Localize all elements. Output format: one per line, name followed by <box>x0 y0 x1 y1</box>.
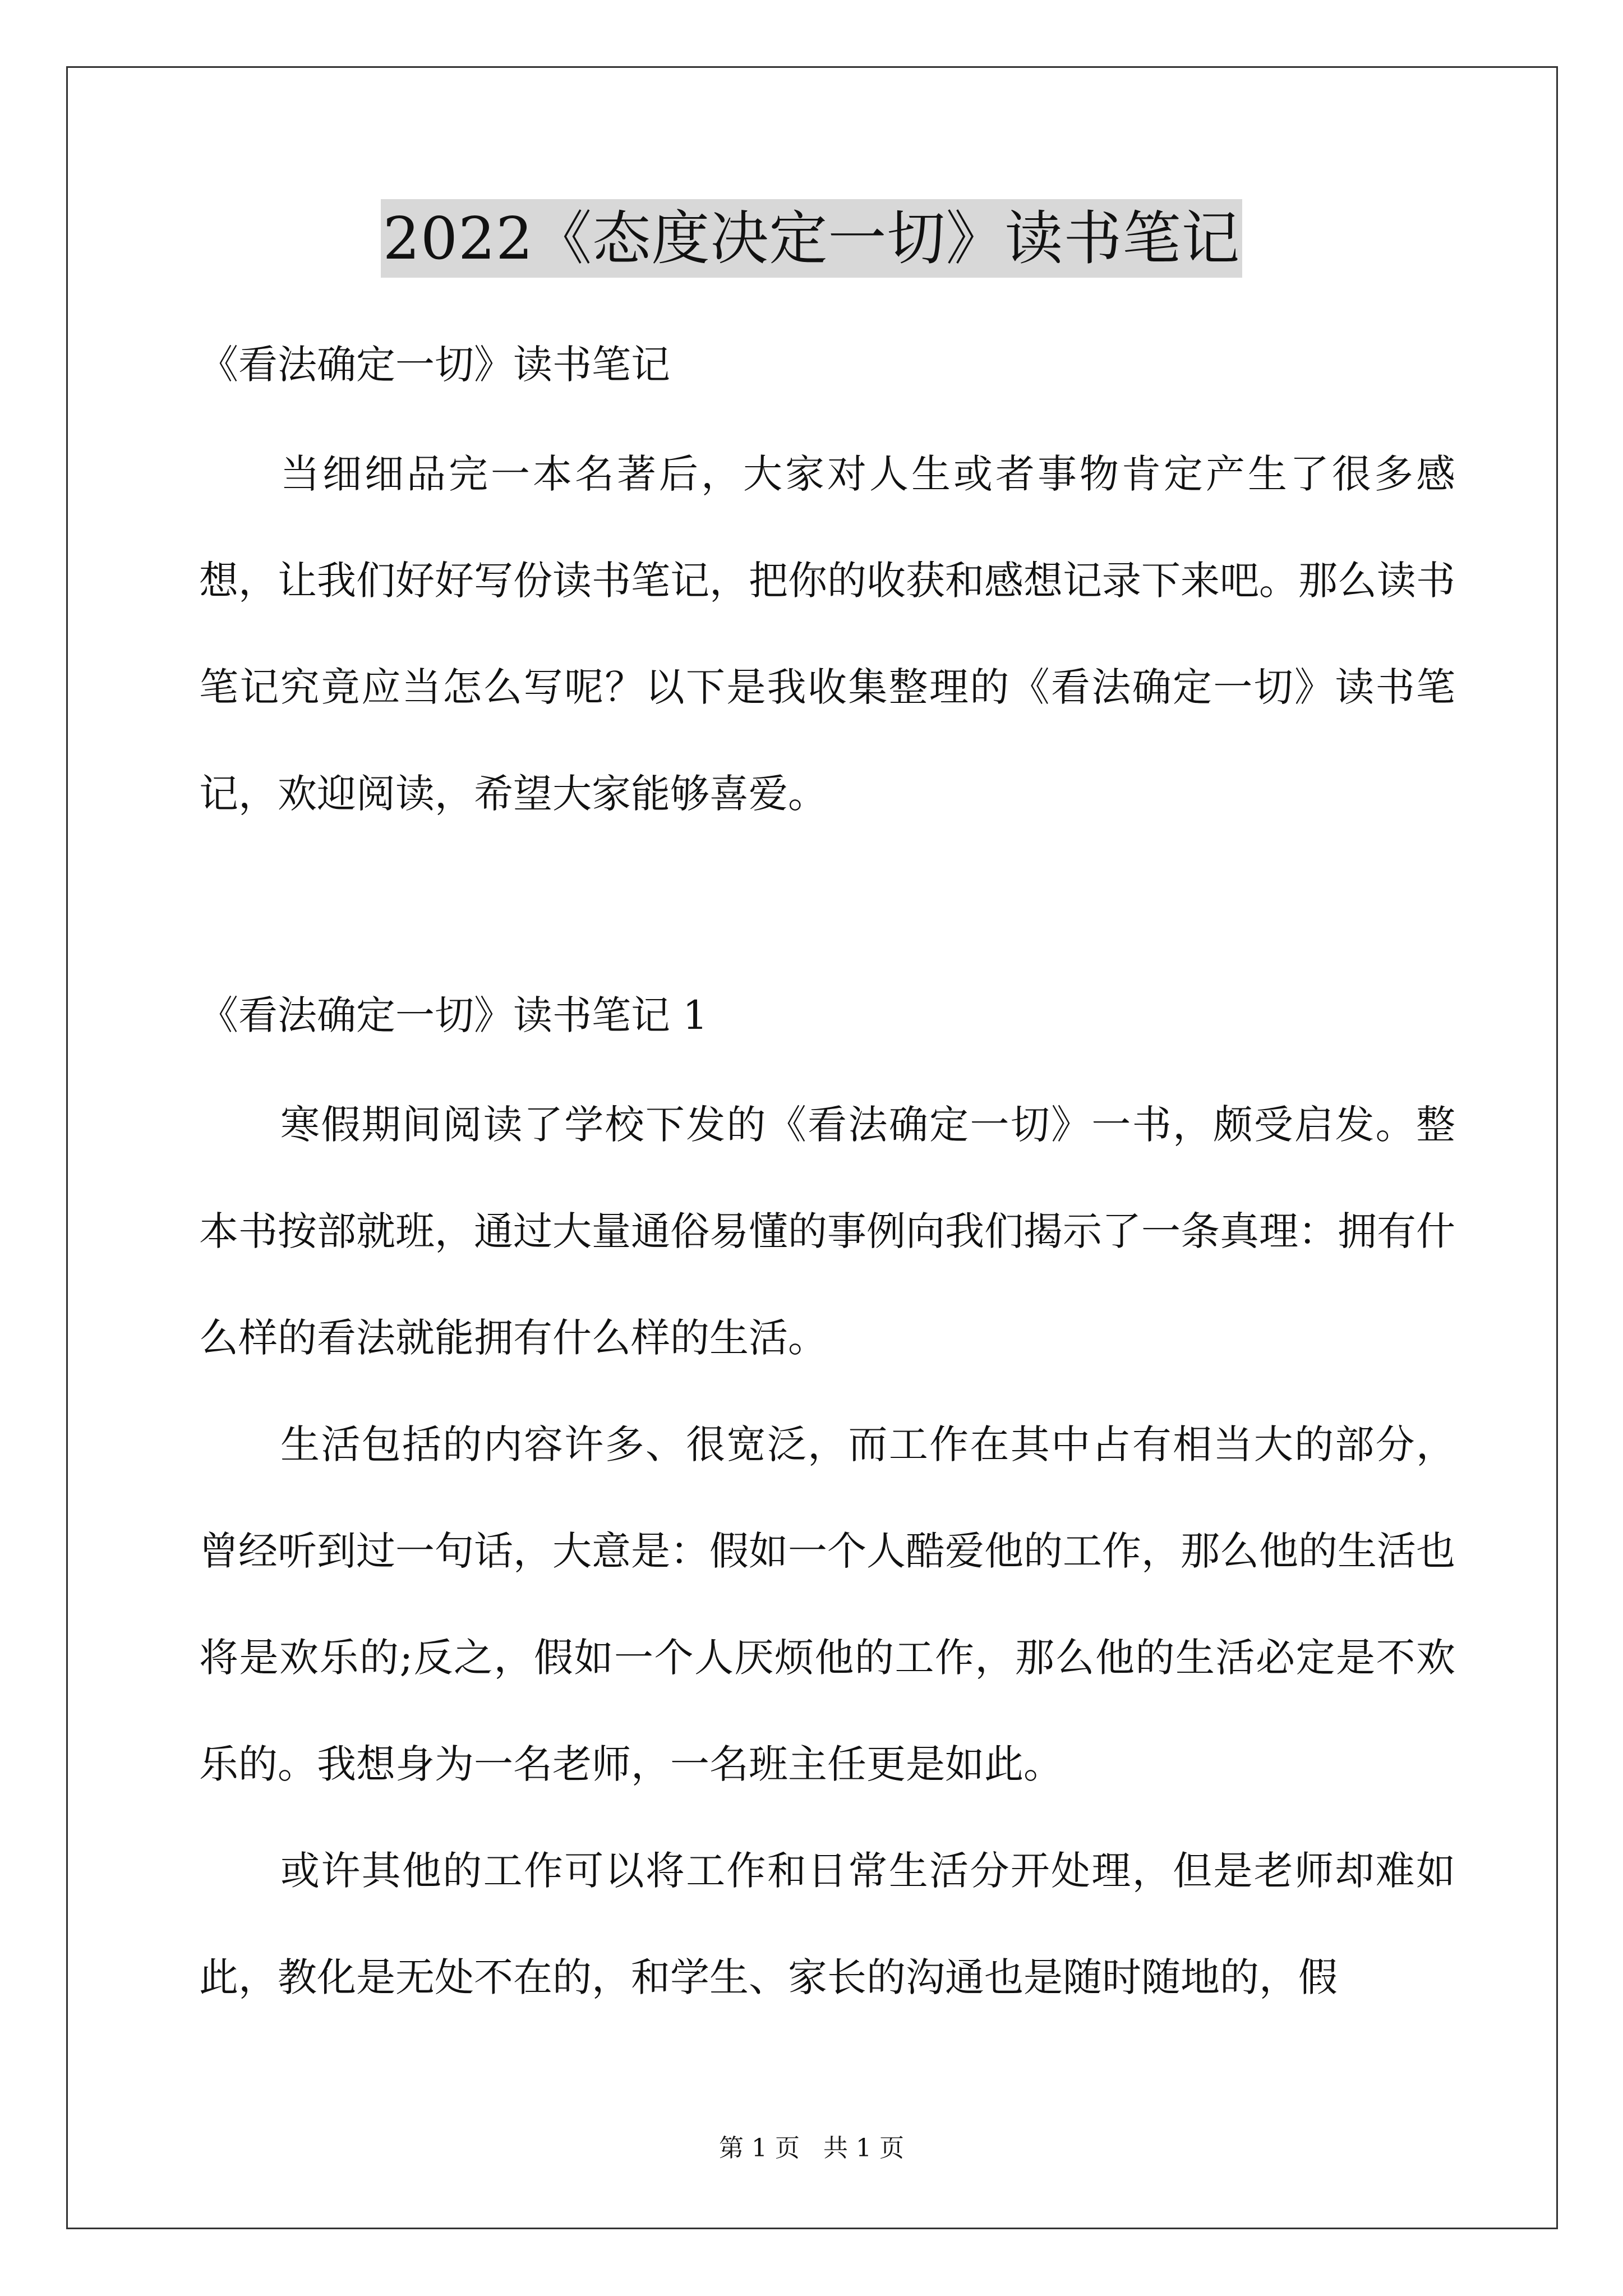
section-spacer <box>199 847 1455 982</box>
section1-paragraph-1: 寒假期间阅读了学校下发的《看法确定一切》一书，颇受启发。整本书按部就班，通过大量通俗易懂的事例向我们揭示了一条真理：拥有什么样的看法就能拥有什么样的生活。 <box>199 1102 1455 1361</box>
document-title: 2022《态度决定一切》读书笔记 <box>381 199 1243 278</box>
spacer <box>199 398 1455 421</box>
page-footer: 第 1 页 共 1 页 <box>719 2134 904 2162</box>
intro-paragraph: 当细细品完一本名著后，大家对人生或者事物肯定产生了很多感想，让我们好好写份读书笔记，把你的收获和感想记录下来吧。那么读书笔记究竟应当怎么写呢？以下是我收集整理的《看法确定一切》读书笔记，欢迎阅读，希望大家能够喜爱。 <box>199 451 1455 817</box>
title-container <box>0 199 1623 278</box>
document-body <box>199 331 1455 2031</box>
spacer <box>199 1049 1455 1071</box>
intro-heading: 《看法确定一切》读书笔记 <box>199 342 670 388</box>
section1-paragraph-3: 或许其他的工作可以将工作和日常生活分开处理，但是老师却难如此，教化是无处不在的，和学生、家长的沟通也是随时随地的，假 <box>199 1848 1455 2000</box>
section1-heading: 《看法确定一切》读书笔记 1 <box>199 992 708 1038</box>
section1-paragraph-2: 生活包括的内容许多、很宽泛，而工作在其中占有相当大的部分，曾经听到过一句话，大意是：假如一个人酷爱他的工作，那么他的生活也将是欢乐的;反之，假如一个人厌烦他的工作，那么他的生活必定是不欢乐的。我想身为一名老师，一名班主任更是如此。 <box>199 1421 1455 1787</box>
